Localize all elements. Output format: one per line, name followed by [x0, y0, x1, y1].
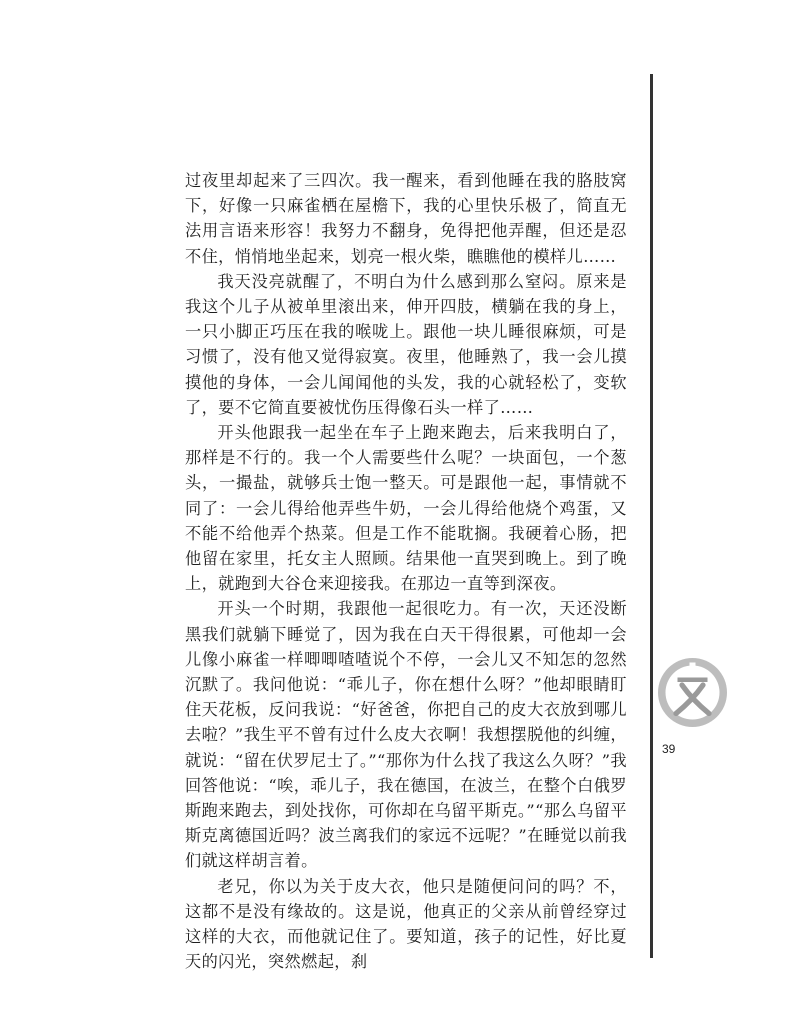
page-number: 39 [662, 742, 676, 756]
paragraph: 老兄，你以为关于皮大衣，他只是随便问问的吗？不，这都不是没有缘故的。这是说，他真正的父亲从前曾经穿过这样的大衣，而他就记住了。要知道，孩子的记性，好比夏天的闪光，突然燃起，刹 [185, 876, 627, 972]
body-text [185, 168, 627, 975]
paragraph: 过夜里却起来了三四次。我一醒来，看到他睡在我的胳肢窝下，好像一只麻雀栖在屋檐下，我的心里快乐极了，简直无法用言语来形容！我努力不翻身，免得把他弄醒，但还是忍不住，悄悄地坐起来，划亮一根火柴，瞧瞧他的模样儿…… [185, 171, 627, 266]
paragraph: 我天没亮就醒了，不明白为什么感到那么窒闷。原来是我这个儿子从被单里滚出来，伸开四肢，横躺在我的身上，一只小脚正巧压在我的喉咙上。跟他一块儿睡很麻烦，可是习惯了，没有他又觉得寂寞。夜里，他睡熟了，我一会儿摸摸他的身体，一会儿闻闻他的头发，我的心就轻松了，变软了，要不它简直要被忧伤压得像石头一样了…… [185, 271, 627, 417]
paragraph: 开头他跟我一起坐在车子上跑来跑去，后来我明白了，那样是不行的。我一个人需要些什么呢？一块面包，一个葱头，一撮盐，就够兵士饱一整天。可是跟他一起，事情就不同了：一会儿得给他弄些牛奶，一会儿得给他烧个鸡蛋，又不能不给他弄个热菜。但是工作不能耽搁。我硬着心肠，把他留在家里，托女主人照顾。结果他一直哭到晚上。到了晚上，就跑到大谷仓来迎接我。在那边一直等到深夜。 [185, 423, 627, 594]
wen-character-emblem-icon [655, 655, 730, 730]
margin-rule [650, 74, 653, 958]
paragraph: 开头一个时期，我跟他一起很吃力。有一次，天还没断黑我们就躺下睡觉了，因为我在白天干得很累，可他却一会儿像小麻雀一样唧唧喳喳说个不停，一会儿又不知怎的忽然沉默了。我问他说：“乖儿子，你在想什么呀？”他却眼睛盯住天花板，反问我说：“好爸爸，你把自己的皮大衣放到哪儿去啦？”我生平不曾有过什么皮大衣啊！我想摆脱他的纠缠，就说：“留在伏罗尼士了。”“那你为什么找了我这么久呀？”我回答他说：“唉，乖儿子，我在德国，在波兰，在整个白俄罗斯跑来跑去，到处找你，可你却在乌留平斯克。”“那么乌留平斯克离德国近吗？波兰离我们的家远不远呢？”在睡觉以前我们就这样胡言着。 [185, 599, 627, 871]
